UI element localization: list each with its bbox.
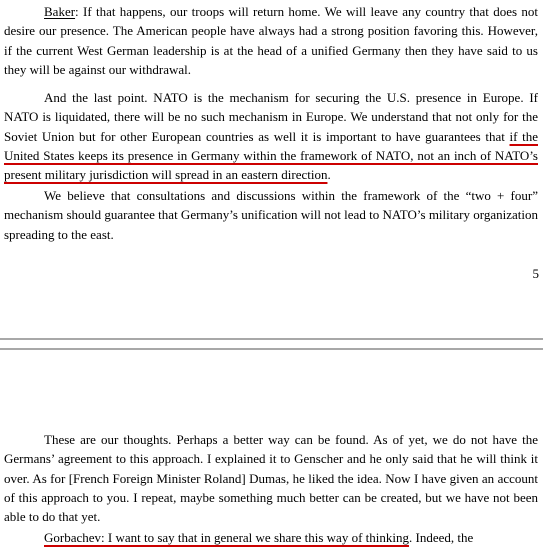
- speaker-name: Baker: [44, 4, 76, 19]
- page-break: [0, 338, 543, 350]
- paragraph-text: And the last point. NATO is the mechanism for securing the U.S. presence in Europe. If NATO is liquidated, there will be no such mechanism in Europe. We understand that not only for the Soviet Union but for other European countries as well it is important to have guarantees that: [4, 90, 538, 144]
- paragraph-baker: [4, 2, 538, 79]
- paragraph-text: . Indeed, the: [408, 530, 474, 545]
- paragraph-text: We believe that consultations and discussions within the framework of the “two + four” mechanism should guarantee that Germany’s unification will not lead to NATO’s military organization spreading to the east.: [4, 188, 538, 242]
- paragraph-text: : If that happens, our troops will return home. We will leave any country that does not desire our presence. The American people have always had a strong position favoring this. However, if the current West German leadership is at the head of a unified Germany then they have said to us they will be against our withdrawal.: [4, 4, 538, 77]
- document-page-bottom: [0, 350, 543, 548]
- highlighted-quote: if the United States keeps its presence in Germany within the framework of NATO, not an inch of NATO’s present military jurisdiction will spread in an eastern direction: [4, 128, 538, 183]
- paragraph-text: These are our thoughts. Perhaps a better way can be found. As of yet, we do not have the Germans’ agreement to this approach. I explained it to Genscher and he only said that he will think it over. As for [French Foreign Minister Roland] Dumas, he liked the idea. Now I have given an account of this approach to you. I repeat, maybe something much better can be created, but we have not been able to do that yet.: [4, 432, 538, 525]
- paragraph-text: .: [327, 167, 331, 183]
- paragraph-gorbachev: [4, 528, 538, 547]
- paragraph-nato-mechanism: [4, 88, 538, 184]
- page-number: 5: [532, 266, 539, 281]
- paragraph-consultations: [4, 186, 538, 244]
- highlighted-quote: Gorbachev: I want to say that in general we share this way of thinking: [44, 530, 409, 545]
- paragraph-our-thoughts: [4, 430, 538, 526]
